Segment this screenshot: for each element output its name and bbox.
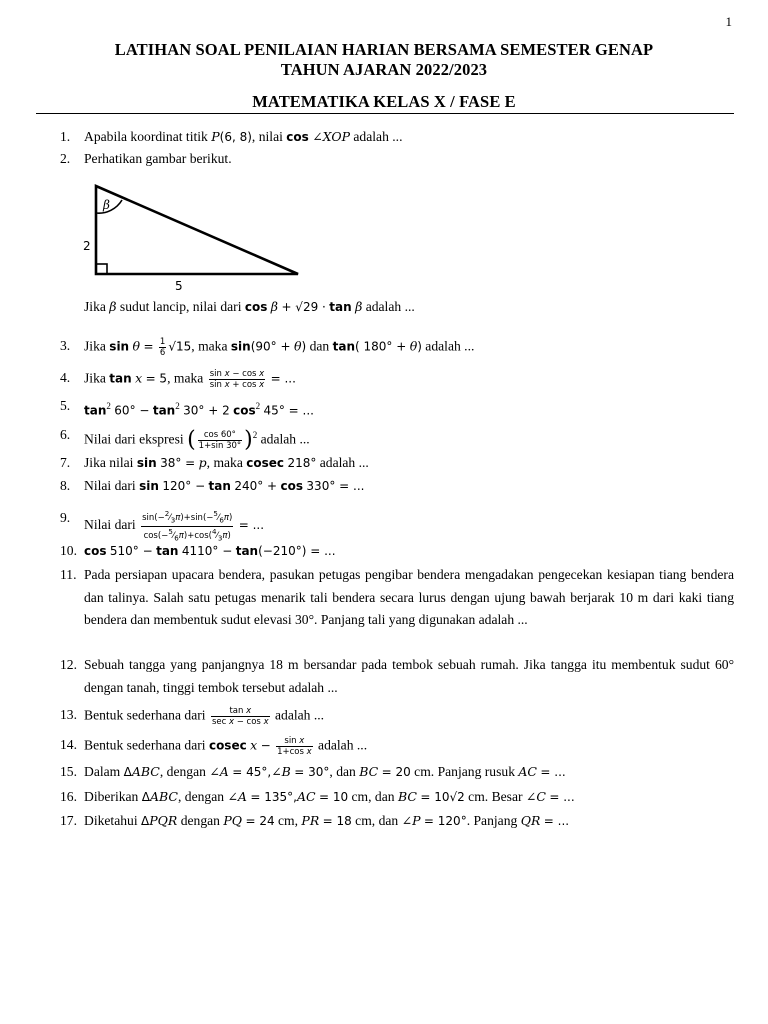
question-text: Diketahui ΔPQR dengan PQ = 24 cm, PR = 18 cm, dan ∠P = 120°. Panjang QR = ... xyxy=(84,813,570,828)
question-number: 15. xyxy=(60,764,77,779)
question-number: 5. xyxy=(60,398,71,413)
question-text: Nilai dari ekspresi ( $\frac{\cos 60^\circ}{1+\sin 30^\circ}$ )$^2$ adalah ... xyxy=(84,427,310,453)
question-number: 4. xyxy=(60,370,71,385)
question-number: 9. xyxy=(60,510,71,525)
question-text: Jika sin θ = $\frac{1}{6}$ √15, maka sin(90° + θ) dan tan( 180° + θ) adalah ... xyxy=(84,337,475,358)
question-11 xyxy=(60,564,734,632)
question-text: Perhatikan gambar berikut. xyxy=(84,151,232,166)
question-text: cos 510° − tan 4110° − tan(−210°) = ... xyxy=(84,544,336,558)
question-text: Pada persiapan upacara bendera, pasukan petugas pengibar bendera mengadakan pengecekan kesiapan tiang bendera dan talinya. Salah satu petugas menarik tali bendera secara lurus dengan ujung bawah berjarak 10 m dari kaki tiang bendera dan membentuk sudut elevasi 30°. Panjang tali yang digunakan adalah ... xyxy=(84,567,734,627)
question-text: Nilai dari $\frac{\sin(-^2⁄_3\pi)+\sin(-^5⁄_6\pi)}{\cos(-^5⁄_6\pi)+\cos(^4⁄_3\pi)}$ = ... xyxy=(84,509,265,543)
question-number: 14. xyxy=(60,737,77,752)
question-number: 3. xyxy=(60,338,71,353)
question-number: 17. xyxy=(60,813,77,828)
question-text: Bentuk sederhana dari $\frac{\text{tan x}}{\text{sec x − cos x}}$ adalah ... xyxy=(84,706,325,727)
page-number: 1 xyxy=(725,14,732,29)
question-text: Diberikan ΔABC, dengan ∠A = 135°,AC = 10 cm, dan BC = 10√2 cm. Besar ∠C = ... xyxy=(84,789,575,804)
document-header xyxy=(0,40,768,112)
question-12 xyxy=(60,654,734,699)
question-text: Bentuk sederhana dari cosec x − $\frac{\text{sin x}}{\text{1+cos x}}$ adalah ... xyxy=(84,736,368,757)
question-number: 6. xyxy=(60,427,71,442)
header-subject: MATEMATIKA KELAS X / FASE E xyxy=(252,92,516,111)
question-number: 8. xyxy=(60,478,71,493)
question-text: Jika tan x = 5, maka $\frac{\text{sin x − cos x}}{\text{sin x + cos x}}$ = ... xyxy=(84,369,296,390)
question-text: Dalam ΔABC, dengan ∠A = 45°,∠B = 30°, dan BC = 20 cm. Panjang rusuk AC = ... xyxy=(84,764,566,779)
question-number: 10. xyxy=(60,543,77,558)
question-text: Sebuah tangga yang panjangnya 18 m bersandar pada tembok sebuah rumah. Jika tangga itu membentuk sudut 60° dengan tanah, tinggi tembok tersebut adalah ... xyxy=(84,657,734,695)
header-school-year: TAHUN AJARAN 2022/2023 xyxy=(280,60,488,79)
question-number: 2. xyxy=(60,151,71,166)
right-triangle-diagram xyxy=(80,178,320,298)
question-text: Nilai dari sin 120° − tan 240° + cos 330° = ... xyxy=(84,478,365,493)
triangle-shape xyxy=(96,186,298,274)
question-number: 7. xyxy=(60,455,71,470)
question-number: 1. xyxy=(60,129,71,144)
question-text: $\tan^2 60^\circ - \tan^2 30^\circ + 2$ $\cos^2 45^\circ$ = ... xyxy=(84,401,314,418)
side-horizontal-label: 5 xyxy=(175,279,183,293)
question-text: Jika nilai sin 38° = p, maka cosec 218° adalah ... xyxy=(84,455,369,470)
question-text: Apabila koordinat titik P(6, 8), nilai cos ∠XOP adalah ... xyxy=(84,129,403,144)
question-text: Jika β sudut lancip, nilai dari cos β + √29 · tan β adalah ... xyxy=(84,299,415,314)
question-number: 13. xyxy=(60,707,77,722)
header-title: LATIHAN SOAL PENILAIAN HARIAN BERSAMA SEMESTER GENAP xyxy=(114,40,654,59)
angle-beta-label: β xyxy=(103,198,110,212)
question-number: 11. xyxy=(60,567,77,582)
header-divider xyxy=(36,113,734,114)
right-triangle-figure xyxy=(80,178,320,298)
question-2-followup xyxy=(84,298,415,316)
side-vertical-label: 2 xyxy=(83,239,91,253)
right-angle-marker xyxy=(96,264,107,274)
question-number: 16. xyxy=(60,789,77,804)
question-number: 12. xyxy=(60,657,77,672)
